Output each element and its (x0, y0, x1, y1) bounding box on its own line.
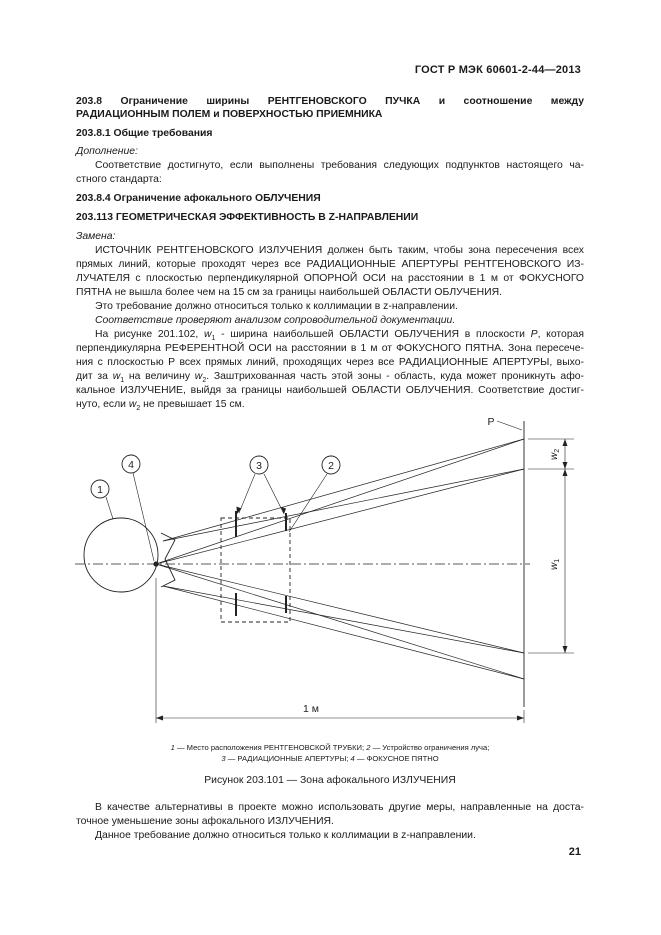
addition-text-line2: стного стандарта: (76, 174, 162, 185)
z-direction-note: Это требование должно относиться только к коллимации в z-направлении. (95, 301, 458, 312)
ray-upper-inner (156, 469, 524, 564)
label-4: 4 (128, 459, 134, 471)
section-203-8-4-heading: 203.8.4 Ограничение афокального ОБЛУЧЕНИЯ (76, 193, 321, 204)
dist-arrow-right (517, 716, 524, 721)
figure-description-line5: кальное ИЗЛУЧЕНИЕ, выйдя за границы наибольшей ОБЛАСТИ ОБЛУЧЕНИЯ. Соответствие достиг- (76, 385, 584, 396)
compliance-check-note: Соответствие проверяют анализом сопроводительной документации. (95, 315, 456, 326)
leader-line-3-left (239, 474, 255, 513)
x-ray-tube-circle (84, 518, 158, 592)
ray-cross-upper-a (163, 439, 524, 541)
alternative-text-line1: В качестве альтернативы в проекте можно использовать другие меры, направленные на доста- (95, 802, 584, 813)
w2-arrow-bottom (563, 462, 568, 469)
label-3: 3 (256, 460, 262, 472)
label-2: 2 (328, 460, 334, 472)
figure-description-line3: ния с плоскостью Р всех прямых линий, проходящих через все РАДИАЦИОННЫЕ АПЕРТУРЫ, выхо- (76, 357, 584, 368)
beam-limiting-device-box (221, 518, 290, 622)
alternative-text-line2: точное уменьшение зоны афокального ИЗЛУЧЕНИЯ. (76, 816, 334, 827)
figure-description-line1: На рисунке 201.102, $w_1$ - ширина наибольшей ОБЛАСТИ ОБЛУЧЕНИЯ в плоскости P, которая (95, 329, 584, 343)
section-203-8-heading-line1: 203.8 Ограничение ширины РЕНТГЕНОВСКОГО ПУЧКА и соотношение между (76, 96, 584, 107)
leader-line-3-right (264, 474, 284, 514)
label-p: P (487, 416, 495, 428)
figure-description-line6: нуто, если $w_2$ не превышает 15 см. (76, 399, 245, 413)
addition-text-line1: Соответствие достигнуто, если выполнены требования следующих подпунктов настоящего ча- (95, 160, 584, 171)
ray-cross-lower-a (163, 586, 524, 653)
label-one-meter: 1 м (303, 703, 319, 715)
ray-cross-lower-b (163, 586, 524, 679)
leader-line-p (497, 421, 522, 430)
ray-lower-outer (156, 564, 524, 679)
figure-legend-line1: 1 — Место расположения РЕНТГЕНОВСКОЙ ТРУБКИ; 2 — Устройство ограничения луча; (170, 743, 490, 752)
section-203-8-heading-line2: РАДИАЦИОННЫМ ПОЛЕМ и ПОВЕРХНОСТЬЮ ПРИЕМНИКА (76, 109, 383, 120)
section-203-8-1-heading: 203.8.1 Общие требования (76, 128, 213, 139)
figure-caption: Рисунок 203.101 — Зона афокального ИЗЛУЧЕНИЯ (204, 775, 456, 786)
replacement-label: Замена: (76, 231, 116, 242)
leader-line-1 (106, 497, 113, 519)
page-number: 21 (568, 846, 581, 858)
leader-line-2 (289, 474, 327, 532)
requirement-text-line1: ИСТОЧНИК РЕНТГЕНОВСКОГО ИЗЛУЧЕНИЯ должен быть таким, чтобы зона пересечения всех (95, 245, 584, 256)
requirement-text-line4: ПЯТНА не вышла более чем на 15 см за границы наибольшей ОБЛАСТИ ОБЛУЧЕНИЯ. (76, 287, 502, 298)
ray-lower-inner (156, 564, 524, 653)
label-w1: $w_1$ (549, 558, 561, 570)
requirement-text-line3: ЛУЧАТЕЛЯ с плоскостью перпендикулярной ОПОРНОЙ ОСИ на расстоянии в 1 м от ФОКУСНОГО (76, 273, 584, 284)
dist-arrow-left (156, 716, 163, 721)
figure-description-line4: дит за $w_1$ на величину $w_2$. Заштрихованная часть этой зоны - область, куда может проникнуть афо- (76, 371, 584, 385)
section-203-113-heading: 203.113 ГЕОМЕТРИЧЕСКАЯ ЭФФЕКТИВНОСТЬ В Z-НАПРАВЛЕНИИ (76, 212, 419, 223)
label-1: 1 (97, 484, 103, 496)
alternative-text-line3: Данное требование должно относиться только к коллимации в z-направлении. (95, 830, 476, 841)
w1-arrow-bottom (563, 646, 568, 653)
leader-line-4 (133, 473, 154, 561)
figure-legend-line2: 3 — РАДИАЦИОННЫЕ АПЕРТУРЫ; 4 — ФОКУСНОЕ ПЯТНО (221, 754, 439, 763)
figure-description-line2: перпендикулярна РЕФЕРЕНТНОЙ ОСИ на расстоянии в 1 м от ФОКУСНОГО ПЯТНА. Зона пересече- (76, 343, 584, 354)
ray-cross-upper-b (163, 469, 524, 541)
focal-spot-dot (153, 561, 158, 566)
addition-label: Дополнение: (76, 146, 138, 157)
w1-arrow-top (563, 469, 568, 476)
requirement-text-line2: прямых линий, которые проходят через все РАДИАЦИОННЫЕ АПЕРТУРЫ РЕНТГЕНОВСКОГО ИЗ- (76, 259, 584, 270)
document-header: ГОСТ Р МЭК 60601-2-44—2013 (414, 64, 581, 76)
label-w2: $w_2$ (549, 448, 561, 460)
w2-arrow-top (563, 439, 568, 446)
ray-upper-outer (156, 439, 524, 564)
